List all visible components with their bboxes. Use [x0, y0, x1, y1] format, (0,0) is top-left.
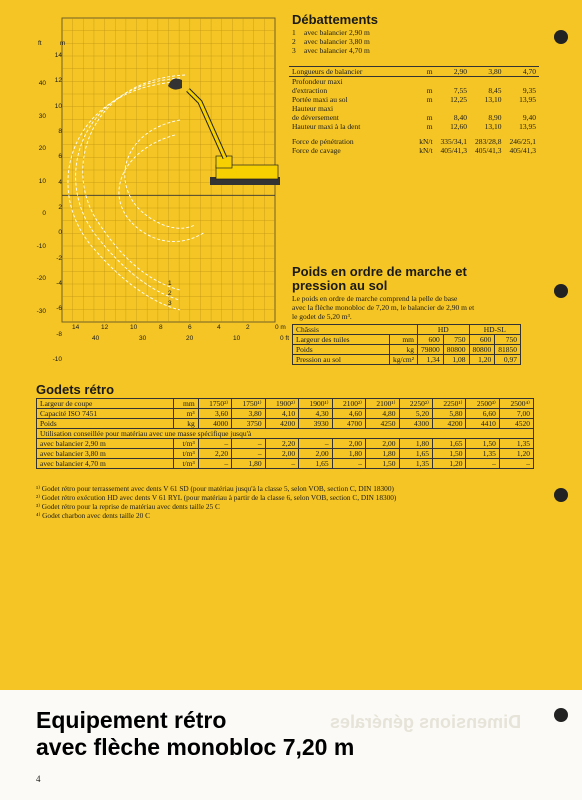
cell-value: 8,45: [488, 86, 502, 95]
table-row: [37, 409, 534, 419]
table-row: [37, 459, 534, 469]
row-label: Largeur de coupe: [37, 399, 174, 409]
cell-value: 1,08: [443, 355, 469, 365]
footnote: ²⁾ Godet rétro exécution HD avec dents V 61 RYL (pour matériau à partir de la classe 6, selon VOB, section C, DIN 18300): [36, 493, 397, 502]
cell-value: 3,80: [488, 67, 502, 76]
cell-value: 2100²⁾: [332, 399, 365, 409]
header-cell: HD: [418, 325, 470, 335]
cell-value: [470, 104, 504, 113]
cell-value: 1,65: [299, 459, 332, 469]
cell-value: 750: [443, 335, 469, 345]
bottom-m-label: 14: [72, 324, 80, 331]
cell-value: –: [332, 459, 365, 469]
table-row: [289, 137, 539, 146]
cell-value: 2500³⁾: [466, 399, 499, 409]
row-unit: mm: [174, 399, 199, 409]
row-unit: m³: [174, 409, 199, 419]
debattements-title: Débattements: [292, 12, 378, 27]
cell-value: [436, 104, 470, 113]
cell-value: 1,50: [432, 449, 465, 459]
bottom-m-label: 0 m: [275, 324, 286, 331]
row-label: Largeur des tuiles: [293, 335, 390, 345]
cell-value: 0,97: [495, 355, 521, 365]
curve-label: 3: [168, 300, 172, 307]
cell-value: 405/41,3: [440, 146, 468, 155]
cell-value: 4,80: [366, 409, 399, 419]
cell-value: 4410: [466, 419, 499, 429]
m-tick-label: 12: [54, 77, 62, 85]
bottom-m-label: 6: [188, 324, 192, 331]
table-row: [293, 355, 521, 365]
row-unit: m: [426, 67, 433, 76]
m-tick-label: -6: [56, 305, 62, 313]
row-unit: t/m³: [174, 459, 199, 469]
row-label: Force de cavage: [292, 146, 341, 155]
cell-value: 4,70: [522, 67, 536, 76]
cell-value: 283/28,8: [475, 137, 502, 146]
poids-table: [292, 324, 521, 365]
cell-value: 750: [495, 335, 521, 345]
cell-value: 1,50: [366, 459, 399, 469]
cell-value: 9,35: [522, 86, 536, 95]
cell-value: 3930: [299, 419, 332, 429]
table-row: [293, 345, 521, 355]
table-row: [37, 419, 534, 429]
cell-value: 1,35: [466, 449, 499, 459]
m-tick-label: -2: [56, 254, 62, 262]
cell-value: 405/41,3: [509, 146, 536, 155]
cell-value: 4700: [332, 419, 365, 429]
cell-value: 12,60: [450, 122, 468, 131]
godets-table: [36, 398, 534, 469]
table-header-row: [293, 325, 521, 335]
header-cell: HD-SL: [469, 325, 521, 335]
option-text: avec balancier 4,70 m: [304, 46, 370, 55]
row-unit: [415, 77, 436, 87]
cell-value: 4,60: [332, 409, 365, 419]
cell-value: 2,20: [198, 449, 231, 459]
cell-value: 4,10: [265, 409, 298, 419]
cell-value: 1750¹⁾: [232, 399, 265, 409]
bottom-m-label: 8: [159, 324, 163, 331]
row-label: Poids: [37, 419, 174, 429]
cell-value: 2,00: [265, 449, 298, 459]
cell-value: –: [299, 439, 332, 449]
row-label: Hauteur maxi: [292, 104, 334, 113]
cell-value: 1,35: [499, 439, 533, 449]
bottom-m-label: 10: [130, 324, 138, 331]
page-title-line2: avec flèche monobloc 7,20 m: [36, 734, 355, 760]
row-label: Pression au sol: [293, 355, 390, 365]
godets-title: Godets rétro: [36, 382, 115, 397]
footnote: ¹⁾ Godet rétro pour terrassement avec dents V 61 SD (pour matériau jusqu'à la classe 5, selon VOB, section C, DIN 18300): [36, 484, 394, 493]
cell-value: 1,20: [469, 355, 495, 365]
cell-value: –: [265, 459, 298, 469]
cell-value: 2250²⁾: [399, 399, 432, 409]
cell-value: 2100¹⁾: [366, 399, 399, 409]
cell-value: –: [198, 439, 231, 449]
row-label: Portée maxi au sol: [292, 95, 348, 104]
cell-value: 1,80: [332, 449, 365, 459]
m-tick-label: 14: [54, 52, 62, 59]
cell-value: 405/41,3: [475, 146, 502, 155]
cell-value: 1900¹⁾: [299, 399, 332, 409]
cell-value: [505, 77, 540, 87]
row-label: Longueurs de balancier: [292, 67, 363, 76]
row-unit: t/m³: [174, 449, 199, 459]
binder-hole-icon: [554, 30, 568, 44]
cell-value: 600: [418, 335, 444, 345]
m-tick-label: 0: [58, 229, 62, 237]
span-row: [37, 429, 534, 439]
table-row: [289, 95, 539, 104]
cell-value: 4520: [499, 419, 533, 429]
cell-value: 335/34,1: [440, 137, 468, 146]
option-text: avec balancier 2,90 m: [304, 28, 370, 37]
cell-value: [436, 77, 470, 87]
m-tick-label: -4: [56, 280, 62, 287]
cell-value: 246/25,1: [509, 137, 536, 146]
balancier-option: [292, 28, 370, 37]
row-unit: t/m³: [174, 439, 199, 449]
cell-value: 12,25: [450, 95, 468, 104]
poids-title-line2: pression au sol: [292, 278, 388, 293]
cell-value: 8,40: [453, 113, 468, 122]
row-unit: kg/cm²: [390, 355, 418, 365]
cell-value: 80800: [443, 345, 469, 355]
row-unit: m: [426, 95, 433, 104]
m-tick-label: -10: [52, 356, 62, 363]
cell-value: 13,95: [519, 95, 536, 104]
cell-value: 3750: [232, 419, 265, 429]
cell-value: 2250¹⁾: [432, 399, 465, 409]
bottom-ft-label: 10: [233, 335, 241, 342]
cell-value: 4200: [265, 419, 298, 429]
table-row: [293, 335, 521, 345]
cell-value: 1,80: [399, 439, 432, 449]
cell-value: 1,35: [399, 459, 432, 469]
table-row: [37, 439, 534, 449]
m-tick-label: -8: [56, 330, 62, 338]
cell-value: 600: [469, 335, 495, 345]
cell-value: 13,95: [519, 122, 536, 131]
row-label: d'extraction: [292, 86, 328, 95]
cell-value: 7,00: [499, 409, 533, 419]
debattements-table: [289, 66, 539, 155]
cell-value: –: [232, 449, 265, 459]
cell-value: 1,20: [432, 459, 465, 469]
row-label: Force de pénétration: [292, 137, 354, 146]
row-unit: kN/t: [419, 146, 433, 155]
cell-value: 79800: [418, 345, 444, 355]
ft-unit-label: ft: [38, 40, 42, 47]
row-label: avec balancier 4,70 m: [37, 459, 174, 469]
page-number: 4: [36, 774, 41, 784]
cell-value: 13,10: [484, 95, 502, 104]
table-row: [289, 146, 539, 155]
cell-value: [470, 77, 504, 87]
ft-tick-label: 10: [38, 177, 46, 185]
row-unit: m: [426, 86, 433, 95]
balancier-option: [292, 46, 370, 55]
table-row: [37, 449, 534, 459]
cell-value: 2,00: [366, 439, 399, 449]
cell-value: 1,20: [499, 449, 533, 459]
row-unit: kg: [174, 419, 199, 429]
binder-hole-icon: [554, 488, 568, 502]
cell-value: 2,90: [453, 67, 468, 76]
m-tick-label: 2: [58, 204, 62, 211]
cell-value: 13,10: [484, 122, 502, 131]
bottom-ft-label: 0 ft: [280, 335, 290, 342]
footnotes: [36, 484, 396, 520]
cell-value: –: [198, 459, 231, 469]
cell-value: 1900²⁾: [265, 399, 298, 409]
row-label: avec balancier 3,80 m: [37, 449, 174, 459]
row-unit: m: [426, 122, 433, 131]
binder-hole-icon: [554, 708, 568, 722]
ft-tick-label: 0: [42, 210, 46, 217]
bottom-m-label: 12: [101, 324, 109, 331]
cell-value: 8,90: [488, 113, 502, 122]
balancier-options: [292, 28, 370, 55]
cell-value: 2,00: [299, 449, 332, 459]
cell-value: 9,40: [522, 113, 536, 122]
m-tick-label: 4: [58, 178, 62, 186]
option-number: 1: [292, 28, 296, 37]
m-tick-label: 6: [58, 153, 62, 161]
table-row: [289, 86, 539, 95]
option-number: 3: [292, 46, 296, 55]
cell-value: 2,20: [265, 439, 298, 449]
poids-text-line: le godet de 5,20 m³.: [292, 312, 352, 321]
row-label: Poids: [293, 345, 390, 355]
bottom-ft-label: 30: [139, 335, 147, 342]
binder-hole-icon: [554, 284, 568, 298]
table-row: [289, 122, 539, 131]
poids-text-line: avec la flèche monobloc de 7,20 m, le balancier de 2,90 m et: [292, 303, 475, 312]
page-title-line1: Equipement rétro: [36, 707, 227, 733]
cell-value: 1,65: [399, 449, 432, 459]
curve-label: 2: [168, 290, 172, 297]
table-row: [289, 104, 539, 113]
m-tick-label: 8: [58, 128, 62, 135]
cell-value: 1,80: [232, 459, 265, 469]
footnote: ⁴⁾ Godet charbon avec dents taille 20 C: [36, 511, 150, 520]
table-row: [289, 77, 539, 87]
cell-value: [505, 104, 540, 113]
ft-tick-label: -20: [36, 275, 46, 282]
ft-tick-label: 40: [38, 80, 46, 87]
row-label: Hauteur maxi à la dent: [292, 122, 361, 131]
cell-value: 7,55: [453, 86, 468, 95]
poids-title-line1: Poids en ordre de marche et: [292, 264, 467, 279]
ft-tick-label: 20: [38, 145, 46, 152]
bottom-m-label: 4: [217, 324, 221, 331]
option-text: avec balancier 3,80 m: [304, 37, 370, 46]
cell-value: 4,30: [299, 409, 332, 419]
cell-value: 4300: [399, 419, 432, 429]
poids-text-line: Le poids en ordre de marche comprend la pelle de base: [292, 294, 458, 303]
row-unit: mm: [390, 335, 418, 345]
cell-value: 4000: [198, 419, 231, 429]
page-title: [36, 707, 354, 761]
cell-value: 1,65: [432, 439, 465, 449]
row-unit: [415, 104, 436, 113]
cell-value: 2500⁴⁾: [499, 399, 533, 409]
row-label: Profondeur maxi: [292, 77, 343, 86]
bottom-ft-label: 20: [186, 335, 194, 342]
cell-value: 1750²⁾: [198, 399, 231, 409]
cell-value: 1,80: [366, 449, 399, 459]
curve-label: 1: [168, 280, 172, 287]
cell-value: 4250: [366, 419, 399, 429]
bottom-ft-label: 40: [92, 335, 100, 342]
option-number: 2: [292, 37, 296, 46]
cell-value: 1,34: [418, 355, 444, 365]
row-unit: kN/t: [419, 137, 433, 146]
row-unit: m: [426, 113, 433, 122]
header-cell: Châssis: [293, 325, 418, 335]
cell-value: 3,60: [198, 409, 231, 419]
cell-value: –: [232, 439, 265, 449]
m-unit-label: m: [60, 40, 66, 47]
cell-value: 5,20: [399, 409, 432, 419]
ft-tick-label: -30: [36, 307, 46, 315]
row-label: avec balancier 2,90 m: [37, 439, 174, 449]
poids-description: [292, 294, 542, 321]
row-unit: kg: [390, 345, 418, 355]
balancier-option: [292, 37, 370, 46]
cell-value: 3,80: [232, 409, 265, 419]
table-row: [37, 399, 534, 409]
table-row: [289, 67, 539, 77]
cell-value: 81850: [495, 345, 521, 355]
span-cell: Utilisation conseillée pour matériau avec une masse spécifique jusqu'à: [37, 429, 534, 439]
show-through-text: Dimensions générales: [330, 712, 522, 732]
cell-value: –: [499, 459, 533, 469]
cell-value: 6,60: [466, 409, 499, 419]
working-range-diagram: [30, 10, 280, 345]
bottom-m-label: 2: [246, 324, 250, 331]
cell-value: 80800: [469, 345, 495, 355]
ft-tick-label: -10: [36, 242, 46, 250]
row-label: Capacité ISO 7451: [37, 409, 174, 419]
cell-value: 1,50: [466, 439, 499, 449]
row-label: de déversement: [292, 113, 339, 122]
m-tick-label: 10: [54, 102, 62, 110]
ft-tick-label: 30: [38, 112, 46, 120]
table-row: [289, 113, 539, 122]
cell-value: 2,00: [332, 439, 365, 449]
footnote: ³⁾ Godet rétro pour la reprise de matériau avec dents taille 25 C: [36, 502, 220, 511]
cell-value: 5,80: [432, 409, 465, 419]
cell-value: –: [466, 459, 499, 469]
cell-value: 4200: [432, 419, 465, 429]
